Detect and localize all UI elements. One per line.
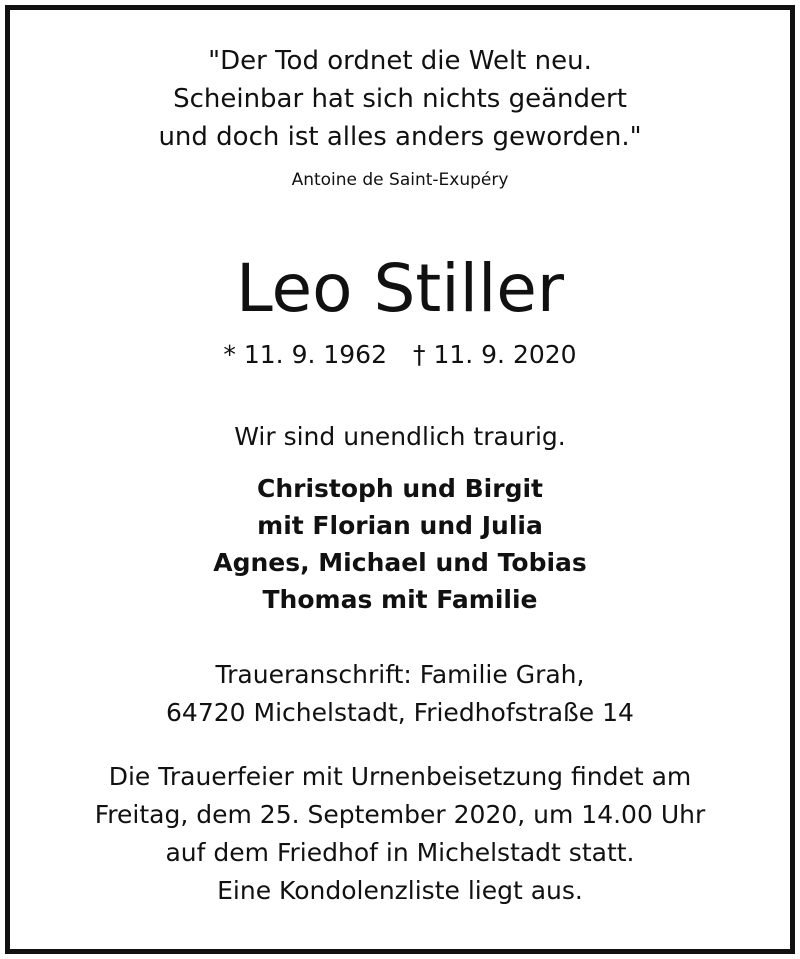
quote-author: Antoine de Saint-Exupéry (291, 170, 509, 190)
life-dates (0, 340, 800, 369)
ceremony-line-2: Freitag, dem 25. September 2020, um 14.00 Uhr (94, 800, 706, 829)
death-date: † 11. 9. 2020 (413, 340, 577, 369)
mourner-line-3: Agnes, Michael und Tobias (213, 548, 587, 577)
address-line-1: Traueranschrift: Familie Grah, (215, 660, 585, 689)
address-line-2: 64720 Michelstadt, Friedhofstraße 14 (166, 698, 634, 727)
quote-line-3: und doch ist alles anders geworden." (158, 122, 642, 152)
mourning-phrase: Wir sind unendlich traurig. (234, 422, 566, 451)
quote-line-1: "Der Tod ordnet die Welt neu. (208, 46, 592, 76)
deceased-name: Leo Stiller (235, 250, 565, 327)
quote-line-2: Scheinbar hat sich nichts geändert (173, 84, 627, 114)
birth-date: * 11. 9. 1962 (223, 340, 387, 369)
mourner-line-4: Thomas mit Familie (262, 585, 538, 614)
ceremony-line-4: Eine Kondolenzliste liegt aus. (217, 876, 583, 905)
mourner-line-1: Christoph und Birgit (256, 474, 543, 503)
ceremony-line-1: Die Trauerfeier mit Urnenbeisetzung findet am (108, 762, 692, 791)
ceremony-line-3: auf dem Friedhof in Michelstadt statt. (165, 838, 635, 867)
mourner-line-2: mit Florian und Julia (257, 511, 543, 540)
